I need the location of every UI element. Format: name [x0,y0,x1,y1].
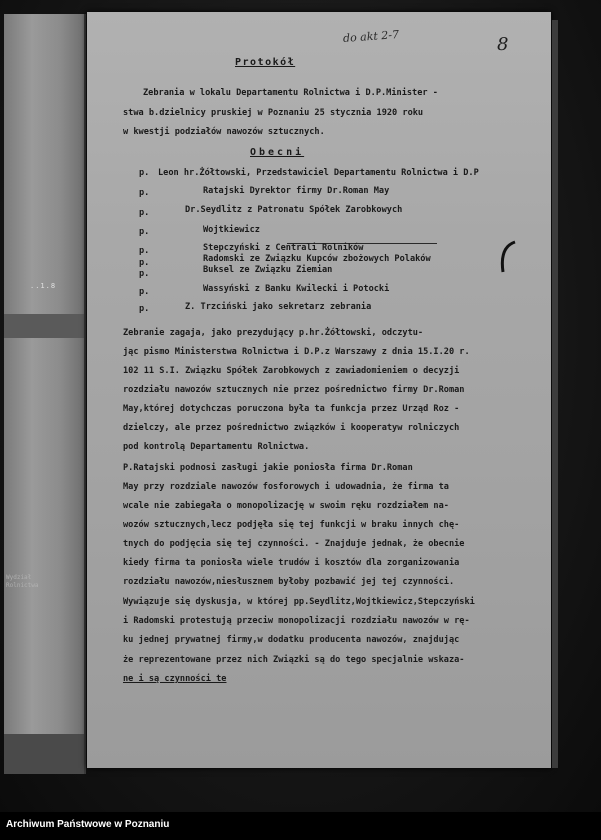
attendee-prefix: p. [139,208,150,218]
attendee: Buksel ze Związku Ziemian [203,265,333,275]
body-line: i Radomski protestują przeciw monopolizacji rozdziału nawozów w rę- [123,616,470,626]
document-title: Protokół [235,57,296,68]
attendee-prefix: p. [139,168,150,178]
attendee: Z. Trzciński jako sekretarz zebrania [185,302,372,312]
body-line: ne i są czynności te [123,674,227,684]
attendee-prefix: p. [139,188,150,198]
body-line: kiedy firma ta poniosła wiele trudów i kosztów dla zorganizowania [123,558,460,568]
handwritten-note: do akt 2-7 [342,28,400,45]
adjacent-page-strip [4,14,86,774]
attendee-prefix: p. [139,246,150,256]
attendee-prefix: p. [139,258,150,268]
body-line: Zebranie zagaja, jako prezydujący p.hr.Żółtowski, odczytu- [123,328,424,338]
body-line: jąc pismo Ministerstwa Rolnictwa i D.P.z Warszawy z dnia 15.I.20 r. [123,347,470,357]
attendee-prefix: p. [139,304,150,314]
body-line: pod kontrolą Departamentu Rolnictwa. [123,442,310,452]
attendee: Wojtkiewicz [203,225,260,235]
attendee: Stepczyński z Centrali Rolników [203,243,364,253]
strip-band [4,734,84,774]
attendee: Ratajski Dyrektor firmy Dr.Roman May [203,186,390,196]
attendee: Dr.Seydlitz z Patronatu Spółek Zarobkowych [185,205,403,215]
body-line: wcale nie zabiegała o monopolizację w swoim ręku rozdziałem na- [123,501,449,511]
intro-line: w kwestji podziałów nawozów sztucznych. [123,127,325,137]
body-line: że reprezentowane przez nich Związki są do tego specjalnie wskaza- [123,655,465,665]
attendee-prefix: p. [139,287,150,297]
archive-credit: Archiwum Państwowe w Poznaniu [6,819,170,830]
body-line: wozów sztucznych,lecz podjęła się tej funkcji w braku innych chę- [123,520,460,530]
intro-line: Zebrania w lokalu Departamentu Rolnictwa i D.P.Minister - [143,88,438,98]
document-page [87,12,551,768]
body-line: tnych do podjęcia się tej czynności. - Znajduje jednak, że obecnie [123,539,465,549]
strip-band [4,314,84,338]
attendee-prefix: p. [139,227,150,237]
body-line: May przy rozdziale nawozów fosforowych i udowadnia, że firma ta [123,482,449,492]
present-heading: Obecni [250,147,305,158]
strip-mark: ..1.8 [30,282,57,290]
attendee: Wassyński z Banku Kwilecki i Potocki [203,284,390,294]
body-line: rozdziału nawozów sztucznych nie przez pośrednictwo firmy Dr.Roman [123,385,465,395]
strip-stamp: Wydział Rolnictwa [6,574,39,589]
document-text [87,12,551,768]
body-line: ku jednej prywatnej firmy,w dodatku producenta nawozów, znajdując [123,635,460,645]
attendee: Radomski ze Związku Kupców zbożowych Polaków [203,254,431,264]
body-line: P.Ratajski podnosi zasługi jakie poniosła firma Dr.Roman [123,463,413,473]
attendee: Leon hr.Żółtowski, Przedstawiciel Departamentu Rolnictwa i D.P [158,168,479,178]
attendee-prefix: p. [139,269,150,279]
body-line: May,której dotychczas poruczona była ta funkcja przez Urząd Roz - [123,404,460,414]
page-edge-shadow [552,20,558,768]
body-line: dzielczy, ale przez pośrednictwo związków i kooperatyw rolniczych [123,423,460,433]
intro-line: stwa b.dzielnicy pruskiej w Poznaniu 25 stycznia 1920 roku [123,108,424,118]
body-line: rozdziału nawozów,niesłusznem byłoby pozbawić jej tej czynności. [123,577,455,587]
body-line: 102 11 S.I. Związku Spółek Zarobkowych z zawiadomieniem o decyzji [123,366,460,376]
body-line: Wywiązuje się dyskusja, w której pp.Seydlitz,Wojtkiewicz,Stepczyński [123,597,475,607]
handwritten-page-number: 8 [497,34,509,55]
